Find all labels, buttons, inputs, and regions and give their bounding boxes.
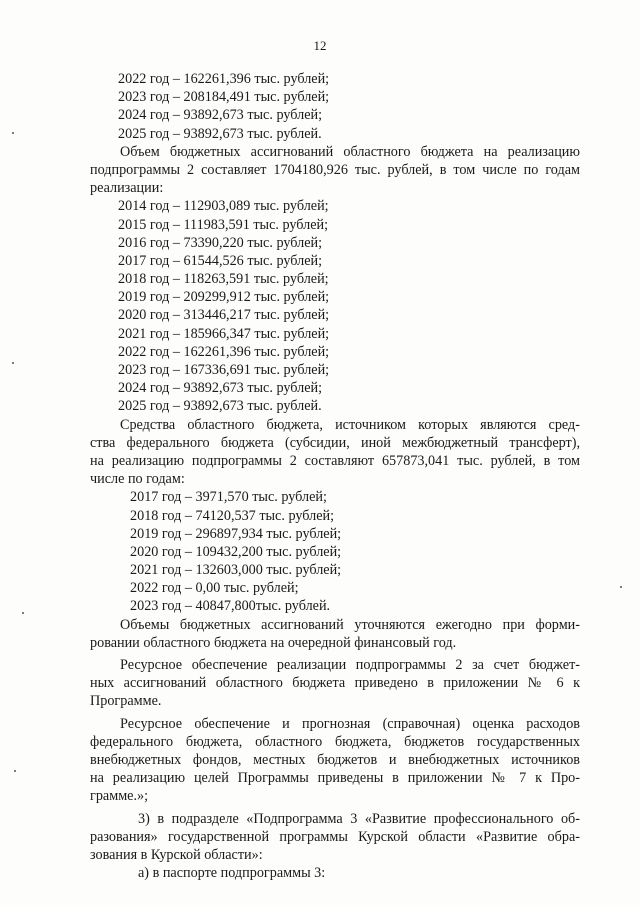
list-item: 2020 год – 109432,200 тыс. рублей; <box>130 543 342 560</box>
list-item: 2024 год – 93892,673 тыс. рублей; <box>118 380 323 397</box>
page-number: 12 <box>313 38 327 53</box>
funding-list-2017-2023 <box>90 488 580 615</box>
paragraph-annual-refinement <box>90 616 580 652</box>
paragraph-federal-sources <box>90 416 580 489</box>
paragraph-line: грамме.»; <box>90 788 149 805</box>
paragraph-line: Ресурсное обеспечение и прогнозная (справочная) оценка расходов <box>120 715 580 732</box>
list-item: 2025 год – 93892,673 тыс. рублей. <box>118 398 322 415</box>
funding-list-2014-2025 <box>90 197 580 415</box>
paragraph-line: числе по годам: <box>90 471 185 488</box>
list-item: 2025 год – 93892,673 тыс. рублей. <box>118 125 322 142</box>
paragraph-line: подпрограммы 2 составляет 1704180,926 тыс. рублей, в том числе по годам <box>90 161 580 178</box>
list-item: 2023 год – 208184,491 тыс. рублей; <box>118 89 330 106</box>
list-item: 2021 год – 185966,347 тыс. рублей; <box>118 325 330 342</box>
list-item: 2016 год – 73390,220 тыс. рублей; <box>118 234 323 251</box>
list-item: 2017 год – 61544,526 тыс. рублей; <box>118 252 323 269</box>
list-item: 2022 год – 162261,396 тыс. рублей; <box>118 343 330 360</box>
paragraph-line: федерального бюджета, областного бюджета, бюджетов государственных <box>90 733 580 750</box>
paragraph-line: зования в Курской области»: <box>90 846 263 863</box>
paragraph-forecast-estimate <box>90 715 580 806</box>
document-body <box>90 70 580 882</box>
paragraph-line: Программе. <box>90 693 162 710</box>
paragraph-budget-volume <box>90 143 580 198</box>
paragraph-line: ровании областного бюджета на очередной финансовый год. <box>90 634 457 651</box>
paragraph-line: ства федерального бюджета (субсидии, иной межбюджетный трансферт), <box>90 434 580 451</box>
paragraph-line: внебюджетных фондов, местных бюджетов и внебюджетных источников <box>90 751 580 768</box>
paragraph-passport: а) в паспорте подпрограммы 3: <box>138 865 326 882</box>
funding-list-2022-2025 <box>90 70 580 143</box>
list-item: 2023 год – 40847,800тыс. рублей. <box>130 598 331 615</box>
list-item: 2019 год – 296897,934 тыс. рублей; <box>130 525 342 542</box>
list-item: 2020 год – 313446,217 тыс. рублей; <box>118 307 330 324</box>
list-item: 2023 год – 167336,691 тыс. рублей; <box>118 362 330 378</box>
list-item: 2022 год – 162261,396 тыс. рублей; <box>118 71 330 87</box>
list-item: 2017 год – 3971,570 тыс. рублей; <box>130 489 327 506</box>
list-item: 2021 год – 132603,000 тыс. рублей; <box>130 562 342 579</box>
list-item: 2014 год – 112903,089 тыс. рублей; <box>118 198 329 215</box>
paragraph-line: ных ассигнований областного бюджета приведено в приложении № 6 к <box>90 675 580 692</box>
paragraph-line: Объемы бюджетных ассигнований уточняются ежегодно при форми- <box>120 616 580 633</box>
paragraph-line: Средства областного бюджета, источником которых являются сред- <box>120 416 580 433</box>
paragraph-line: Объем бюджетных ассигнований областного бюджета на реализацию <box>120 143 580 160</box>
list-item: 2019 год – 209299,912 тыс. рублей; <box>118 289 330 306</box>
paragraph-line: реализации: <box>90 180 164 197</box>
paragraph-line: 3) в подразделе «Подпрограмма 3 «Развитие профессионального об- <box>138 810 580 827</box>
paragraph-line: Ресурсное обеспечение реализации подпрограммы 2 за счет бюджет- <box>120 657 580 673</box>
list-item: 2018 год – 74120,537 тыс. рублей; <box>130 507 335 524</box>
paragraph-resource-provision <box>90 656 580 711</box>
list-item: 2024 год – 93892,673 тыс. рублей; <box>118 107 323 124</box>
paragraph-line: на реализацию целей Программы приведены в приложении № 7 к Про- <box>90 770 580 787</box>
list-item: 2015 год – 111983,591 тыс. рублей; <box>118 216 329 233</box>
paragraph-line: на реализацию подпрограммы 2 составляют 657873,041 тыс. рублей, в том <box>90 452 580 469</box>
list-item: 2018 год – 118263,591 тыс. рублей; <box>118 271 329 288</box>
paragraph-line: разования» государственной программы Курской области «Развитие обра- <box>90 828 580 845</box>
list-item: 2022 год – 0,00 тыс. рублей; <box>130 580 299 597</box>
paragraph-subsection-3 <box>90 810 580 865</box>
